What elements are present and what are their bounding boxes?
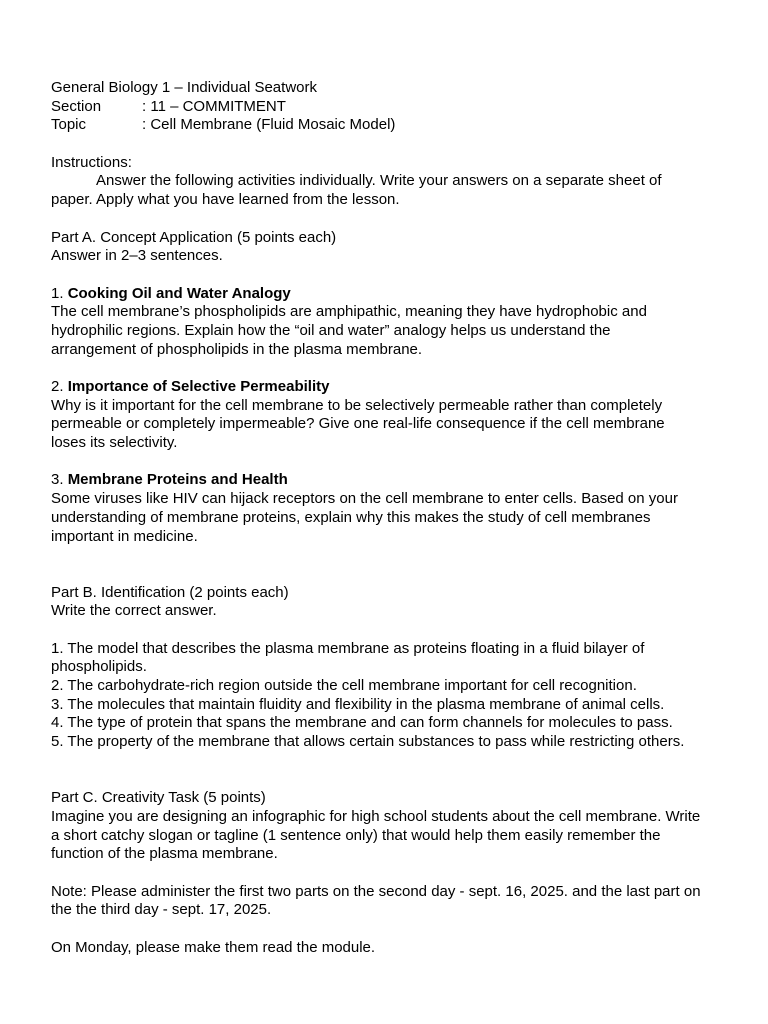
document-title: General Biology 1 – Individual Seatwork (51, 79, 317, 96)
section-row (51, 98, 757, 117)
question-title (51, 378, 757, 397)
question-text: Some viruses like HIV can hijack receptors on the cell membrane to enter cells. Based on your (51, 490, 678, 508)
identification-item: 5. The property of the membrane that allows certain substances to pass while restricting others. (51, 733, 685, 751)
question-text: Why is it important for the cell membrane to be selectively permeable rather than completely (51, 396, 663, 414)
identification-item: 2. The carbohydrate-rich region outside the cell membrane important for cell recognition. (51, 677, 637, 694)
spacer (51, 770, 757, 789)
question-title (51, 285, 757, 304)
question-heading: Importance of Selective Permeability (67, 378, 330, 395)
spacer (51, 864, 757, 883)
note-text: Note: Please administer the first two parts on the second day - sept. 16, 2025. and the last part on (51, 882, 701, 900)
topic-row (51, 116, 757, 135)
question-text: hydrophilic regions. Explain how the “oil and water” analogy helps us understand the (51, 321, 611, 339)
spacer (51, 210, 757, 229)
instructions-text: Answer the following activities individually. Write your answers on a separate sheet of (96, 172, 662, 190)
question-title (51, 471, 757, 490)
instructions-line: paper. Apply what you have learned from the lesson. (51, 191, 400, 209)
part-c-heading: Part C. Creativity Task (5 points) (51, 789, 266, 807)
identification-item: 4. The type of protein that spans the membrane and can form channels for molecules to pass. (51, 714, 673, 732)
instructions-heading: Instructions: (51, 153, 132, 171)
question-text: important in medicine. (51, 527, 198, 545)
question-text: permeable or completely impermeable? Give one real-life consequence if the cell membrane (51, 415, 665, 433)
part-a-subheading: Answer in 2–3 sentences. (51, 247, 223, 265)
spacer (51, 266, 757, 285)
topic-label: Topic (51, 116, 87, 134)
question-text: arrangement of phospholipids in the plasma membrane. (51, 340, 423, 358)
spacer (51, 621, 757, 640)
topic-value: : Cell Membrane (Fluid Mosaic Model) (142, 116, 396, 134)
document-body (51, 79, 757, 957)
question-text: The cell membrane’s phospholipids are amphipathic, meaning they have hydrophobic and (51, 303, 647, 321)
question-heading: Cooking Oil and Water Analogy (67, 284, 291, 302)
question-heading: Membrane Proteins and Health (67, 471, 288, 489)
spacer (51, 359, 757, 378)
identification-item: phospholipids. (51, 658, 147, 676)
identification-item: 3. The molecules that maintain fluidity and flexibility in the plasma membrane of animal cells. (51, 695, 665, 713)
spacer (51, 565, 757, 584)
part-c-text: Imagine you are designing an infographic for high school students about the cell membrane. Write (51, 807, 701, 825)
part-b-heading: Part B. Identification (2 points each) (51, 583, 289, 601)
spacer (51, 752, 757, 771)
section-label: Section (51, 97, 102, 115)
part-c-text: a short catchy slogan or tagline (1 sentence only) that would help them easily remember the (51, 826, 661, 844)
identification-item: 1. The model that describes the plasma membrane as proteins floating in a fluid bilayer of (51, 639, 645, 657)
closing-text: On Monday, please make them read the module. (51, 938, 376, 956)
spacer (51, 135, 757, 154)
spacer (51, 453, 757, 472)
spacer (51, 920, 757, 939)
section-value: : 11 – COMMITMENT (142, 97, 286, 115)
instructions-line (51, 172, 757, 191)
part-b-subheading: Write the correct answer. (51, 602, 217, 620)
spacer (51, 546, 757, 565)
question-text: loses its selectivity. (51, 434, 178, 452)
question-number: 1. (51, 284, 68, 302)
question-number: 3. (51, 471, 68, 489)
question-text: understanding of membrane proteins, explain why this makes the study of cell membranes (51, 508, 651, 526)
part-a-heading: Part A. Concept Application (5 points each) (51, 228, 337, 246)
note-text: the the third day - sept. 17, 2025. (51, 901, 272, 919)
question-number: 2. (51, 378, 68, 395)
part-c-text: function of the plasma membrane. (51, 845, 278, 863)
